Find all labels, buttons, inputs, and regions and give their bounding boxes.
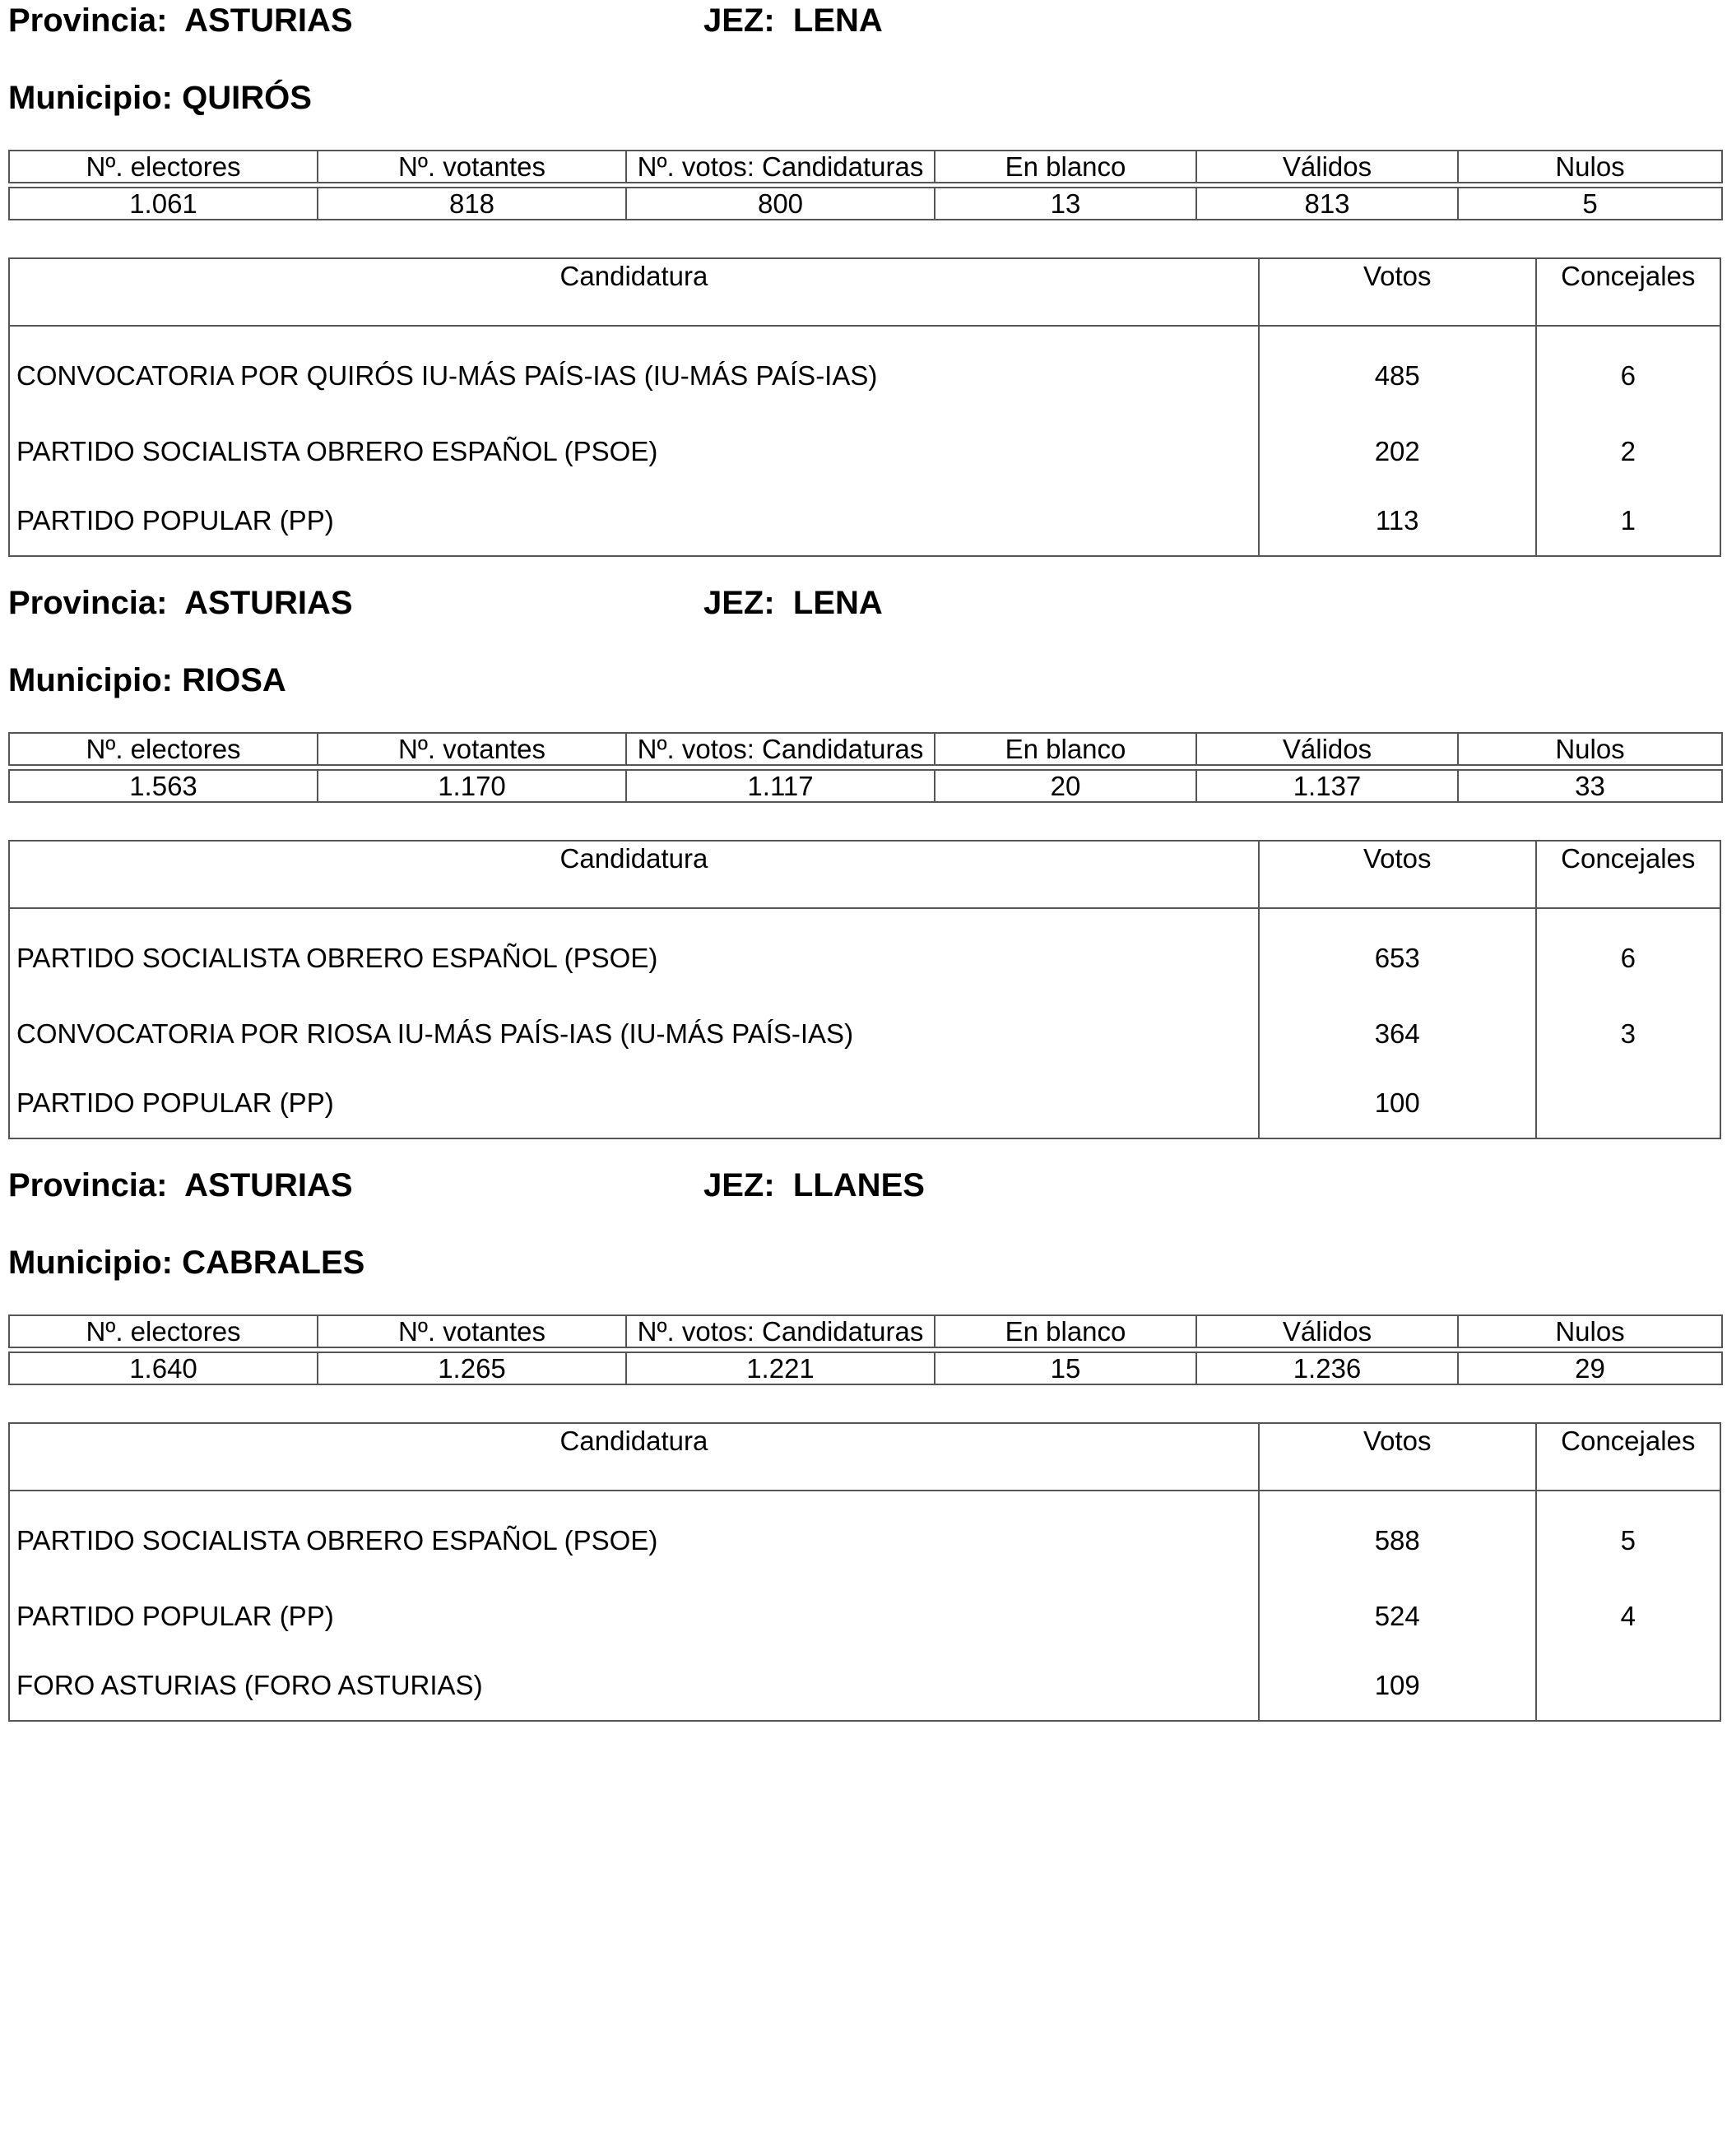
- candidate-name: PARTIDO POPULAR (PP): [9, 1582, 1259, 1651]
- summary-header-cell: Nº. votos: Candidaturas: [626, 151, 935, 183]
- candidate-votos: 588: [1259, 1491, 1536, 1582]
- summary-header-cell: En blanco: [935, 733, 1196, 765]
- candidates-table: [8, 257, 1721, 557]
- summary-value-cell: 13: [935, 188, 1196, 220]
- concejales-header: Concejales: [1536, 841, 1720, 908]
- candidate-concejales: 2: [1620, 436, 1636, 466]
- jez-heading: [703, 582, 883, 624]
- summary-header-row: [9, 1315, 1722, 1347]
- summary-header-cell: Nº. votantes: [318, 733, 626, 765]
- candidate-row: [9, 1582, 1720, 1651]
- summary-header-cell: Nº. electores: [9, 733, 318, 765]
- provincia-value: ASTURIAS: [184, 1167, 353, 1203]
- summary-header-cell: En blanco: [935, 151, 1196, 183]
- summary-header-cell: Nº. electores: [9, 151, 318, 183]
- candidate-concejales: 3: [1620, 1018, 1636, 1049]
- candidate-name: CONVOCATORIA POR RIOSA IU-MÁS PAÍS-IAS (IU-MÁS PAÍS-IAS): [9, 999, 1259, 1069]
- summary-value-row: [9, 770, 1722, 802]
- summary-header-cell: En blanco: [935, 1315, 1196, 1347]
- summary-value-cell: 1.221: [626, 1352, 935, 1384]
- provincia-label: Provincia:: [8, 1167, 168, 1203]
- candidate-concejales: 5: [1620, 1525, 1636, 1556]
- candidatura-header: Candidatura: [9, 258, 1259, 326]
- summary-value-cell: 15: [935, 1352, 1196, 1384]
- jez-heading: [703, 1165, 925, 1206]
- summary-table: [8, 1314, 1723, 1385]
- candidate-votos: 485: [1259, 326, 1536, 417]
- candidate-name: PARTIDO SOCIALISTA OBRERO ESPAÑOL (PSOE): [9, 1491, 1259, 1582]
- municipio-label: Municipio:: [8, 80, 173, 116]
- summary-value-cell: 1.265: [318, 1352, 626, 1384]
- candidates-table: [8, 1422, 1721, 1722]
- summary-header-row: [9, 151, 1722, 183]
- provincia-label: Provincia:: [8, 2, 168, 39]
- concejales-header: Concejales: [1536, 1423, 1720, 1491]
- candidates-table: [8, 840, 1721, 1139]
- candidate-row: [9, 1491, 1720, 1582]
- candidate-concejales: 6: [1620, 360, 1636, 391]
- candidate-name: FORO ASTURIAS (FORO ASTURIAS): [9, 1651, 1259, 1721]
- summary-table: [8, 732, 1723, 803]
- summary-header-cell: Válidos: [1196, 1315, 1458, 1347]
- summary-header-cell: Nº. votos: Candidaturas: [626, 1315, 935, 1347]
- summary-value-cell: 1.563: [9, 770, 318, 802]
- summary-value-row: [9, 188, 1722, 220]
- summary-value-cell: 813: [1196, 188, 1458, 220]
- candidatura-header: Candidatura: [9, 1423, 1259, 1491]
- summary-value-cell: 5: [1458, 188, 1722, 220]
- candidate-votos: 100: [1259, 1069, 1536, 1138]
- candidate-row: [9, 1651, 1720, 1721]
- candidate-name: PARTIDO POPULAR (PP): [9, 1069, 1259, 1138]
- candidates-header-row: [9, 841, 1720, 908]
- provincia-value: ASTURIAS: [184, 2, 353, 39]
- jez-label: JEZ:: [703, 1167, 775, 1203]
- jez-value: LENA: [792, 2, 883, 39]
- summary-header-cell: Nº. votantes: [318, 151, 626, 183]
- candidate-concejales: 1: [1620, 505, 1636, 536]
- summary-header-row: [9, 733, 1722, 765]
- municipio-value: CABRALES: [182, 1245, 365, 1281]
- candidate-name: PARTIDO SOCIALISTA OBRERO ESPAÑOL (PSOE): [9, 908, 1259, 999]
- summary-header-cell: Válidos: [1196, 151, 1458, 183]
- summary-value-cell: 1.117: [626, 770, 935, 802]
- jez-value: LLANES: [792, 1167, 925, 1203]
- candidate-votos: 113: [1259, 486, 1536, 556]
- provincia-heading: [8, 0, 353, 41]
- municipio-heading: [8, 1242, 364, 1283]
- summary-value-cell: 1.236: [1196, 1352, 1458, 1384]
- summary-header-cell: Nulos: [1458, 1315, 1722, 1347]
- municipio-value: QUIRÓS: [182, 80, 312, 116]
- candidate-concejales: [1536, 1651, 1720, 1721]
- candidate-name: PARTIDO SOCIALISTA OBRERO ESPAÑOL (PSOE): [9, 417, 1259, 486]
- candidate-concejales: [1536, 1069, 1720, 1138]
- provincia-heading: [8, 582, 353, 624]
- summary-header-cell: Nº. votos: Candidaturas: [626, 733, 935, 765]
- summary-value-cell: 1.137: [1196, 770, 1458, 802]
- jez-label: JEZ:: [703, 2, 775, 39]
- candidate-votos: 109: [1259, 1651, 1536, 1721]
- candidatura-header: Candidatura: [9, 841, 1259, 908]
- municipio-heading: [8, 660, 286, 701]
- candidate-row: [9, 326, 1720, 417]
- candidate-concejales: 4: [1620, 1601, 1636, 1631]
- municipio-value: RIOSA: [182, 662, 286, 698]
- summary-value-cell: 1.640: [9, 1352, 318, 1384]
- summary-header-cell: Válidos: [1196, 733, 1458, 765]
- jez-heading: [703, 0, 883, 41]
- candidate-concejales: 6: [1620, 943, 1636, 973]
- summary-value-cell: 1.170: [318, 770, 626, 802]
- summary-header-cell: Nº. votantes: [318, 1315, 626, 1347]
- summary-value-cell: 29: [1458, 1352, 1722, 1384]
- municipio-label: Municipio:: [8, 662, 173, 698]
- candidate-votos: 653: [1259, 908, 1536, 999]
- candidate-name: PARTIDO POPULAR (PP): [9, 486, 1259, 556]
- candidate-votos: 202: [1259, 417, 1536, 486]
- votos-header: Votos: [1259, 841, 1536, 908]
- summary-table: [8, 150, 1723, 220]
- provincia-value: ASTURIAS: [184, 585, 353, 621]
- votos-header: Votos: [1259, 258, 1536, 326]
- jez-label: JEZ:: [703, 585, 775, 621]
- summary-value-row: [9, 1352, 1722, 1384]
- municipio-label: Municipio:: [8, 1245, 173, 1281]
- summary-header-cell: Nº. electores: [9, 1315, 318, 1347]
- summary-value-cell: 818: [318, 188, 626, 220]
- candidate-votos: 524: [1259, 1582, 1536, 1651]
- candidates-header-row: [9, 258, 1720, 326]
- candidate-row: [9, 999, 1720, 1069]
- provincia-label: Provincia:: [8, 585, 168, 621]
- municipio-heading: [8, 77, 312, 118]
- jez-value: LENA: [792, 585, 883, 621]
- summary-value-cell: 20: [935, 770, 1196, 802]
- candidate-name: CONVOCATORIA POR QUIRÓS IU-MÁS PAÍS-IAS (IU-MÁS PAÍS-IAS): [9, 326, 1259, 417]
- summary-value-cell: 33: [1458, 770, 1722, 802]
- provincia-heading: [8, 1165, 353, 1206]
- concejales-header: Concejales: [1536, 258, 1720, 326]
- candidate-votos: 364: [1259, 999, 1536, 1069]
- summary-header-cell: Nulos: [1458, 733, 1722, 765]
- summary-value-cell: 800: [626, 188, 935, 220]
- candidate-row: [9, 1069, 1720, 1138]
- candidates-header-row: [9, 1423, 1720, 1491]
- summary-value-cell: 1.061: [9, 188, 318, 220]
- summary-header-cell: Nulos: [1458, 151, 1722, 183]
- candidate-row: [9, 908, 1720, 999]
- votos-header: Votos: [1259, 1423, 1536, 1491]
- candidate-row: [9, 417, 1720, 486]
- candidate-row: [9, 486, 1720, 556]
